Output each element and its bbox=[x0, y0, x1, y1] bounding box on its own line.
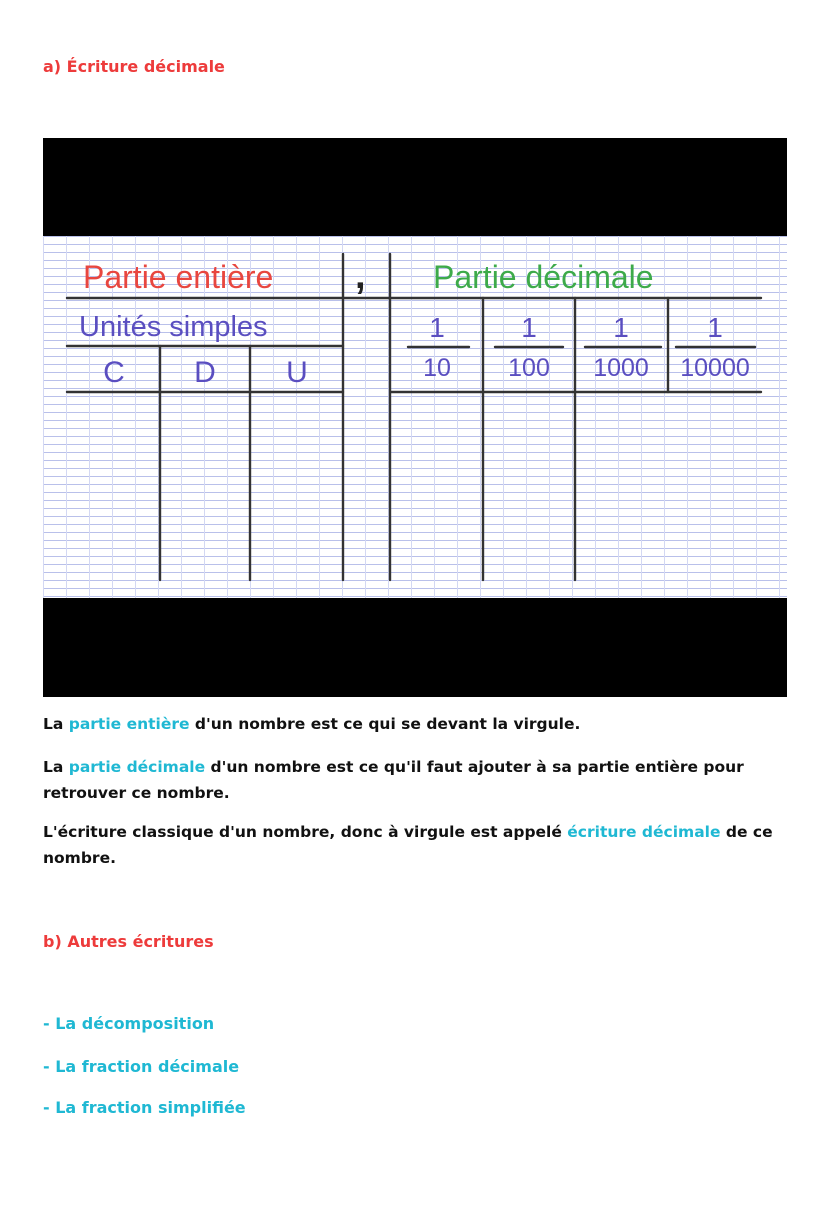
paragraph-text: La bbox=[43, 715, 69, 733]
letterbox-top bbox=[43, 138, 787, 236]
list-item-decimal-fraction: - La fraction décimale bbox=[43, 1057, 240, 1076]
place-value-table-image bbox=[43, 138, 787, 697]
paragraph-text: d'un nombre est ce qu'il faut ajouter à sa partie entière pour retrouver ce nombre. bbox=[43, 758, 744, 802]
frac-10-den: 10 bbox=[423, 354, 451, 382]
paragraph-text: d'un nombre est ce qui se devant la virgule. bbox=[189, 715, 581, 733]
paragraph-text: L'écriture classique d'un nombre, donc à virgule est appelé bbox=[43, 823, 568, 841]
notebook-page bbox=[43, 236, 787, 598]
frac-100-den: 100 bbox=[508, 354, 550, 382]
section-a-title: a) Écriture décimale bbox=[43, 57, 225, 76]
paragraph-decimal-writing bbox=[43, 819, 788, 871]
frac-10000-den: 10000 bbox=[680, 354, 750, 382]
list-item-decomposition: - La décomposition bbox=[43, 1014, 215, 1033]
col-units: U bbox=[286, 356, 308, 389]
header-decimal-part: Partie décimale bbox=[433, 259, 654, 295]
col-hundreds: C bbox=[103, 356, 125, 389]
paragraph-text: La bbox=[43, 758, 69, 776]
term-decimal-writing: écriture décimale bbox=[567, 823, 721, 841]
col-tens: D bbox=[194, 356, 216, 389]
section-b-title: b) Autres écritures bbox=[43, 932, 214, 951]
paragraph-decimal-part bbox=[43, 754, 788, 806]
frac-1000-num: 1 bbox=[613, 312, 629, 343]
frac-10-num: 1 bbox=[429, 312, 445, 343]
comma-mark: , bbox=[355, 255, 366, 297]
units-label: Unités simples bbox=[79, 311, 268, 343]
term-integer-part: partie entière bbox=[68, 715, 190, 733]
paragraph-text: de ce nombre. bbox=[43, 823, 773, 867]
frac-1000-den: 1000 bbox=[593, 354, 649, 382]
header-integer-part: Partie entière bbox=[83, 259, 274, 295]
list-item-simplified-fraction: - La fraction simplifiée bbox=[43, 1098, 246, 1117]
letterbox-bottom bbox=[43, 598, 787, 697]
frac-100-num: 1 bbox=[521, 312, 537, 343]
term-decimal-part: partie décimale bbox=[68, 758, 206, 776]
paragraph-integer-part bbox=[43, 711, 788, 737]
frac-10000-num: 1 bbox=[707, 312, 723, 343]
